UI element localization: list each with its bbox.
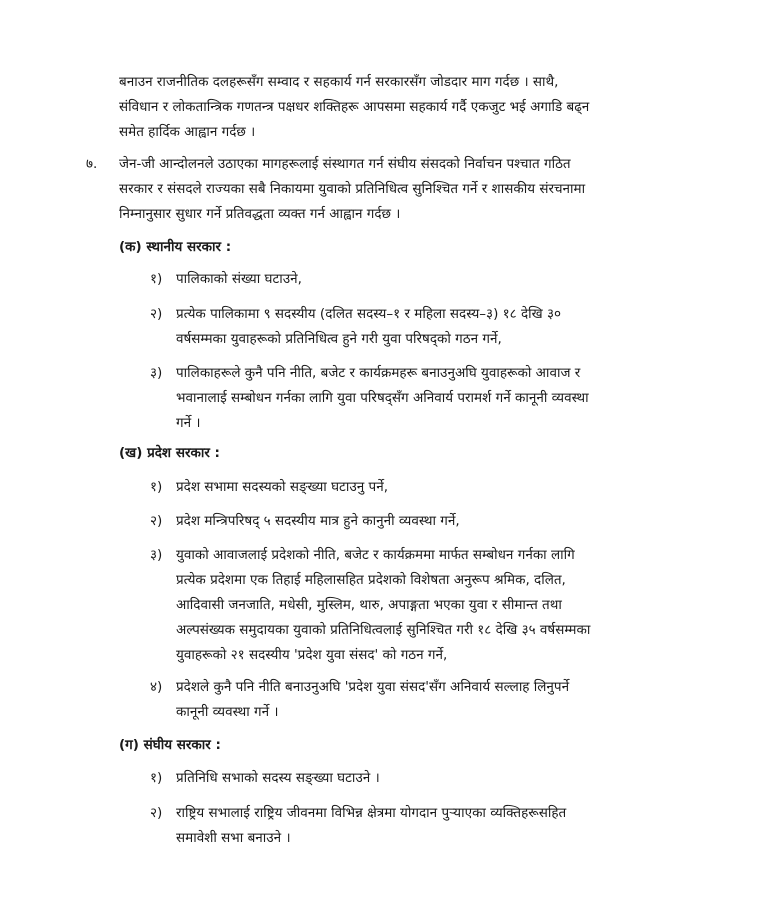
- item-line: भवानालाई सम्बोधन गर्नका लागि युवा परिषद्सँग अनिवार्य परामर्श गर्ने कानूनी व्यवस्था: [176, 390, 589, 406]
- item-line: पालिकाहरूले कुनै पनि नीति, बजेट र कार्यक्रमहरू बनाउनुअघि युवाहरूको आवाज र: [176, 365, 581, 381]
- item-number: २): [150, 513, 163, 529]
- item-line: अल्पसंख्यक समुदायका युवाको प्रतिनिधित्वलाई सुनिश्चित गरी १८ देखि ३५ वर्षसम्मका: [176, 622, 591, 638]
- item-number: २): [150, 306, 163, 322]
- intro-line: संविधान र लोकतान्त्रिक गणतन्त्र पक्षधर शक्तिहरू आपसमा सहकार्य गर्दै एकजुट भई अगाडि बढ्न: [119, 99, 590, 115]
- item-line: प्रत्येक प्रदेशमा एक तिहाई महिलासहित प्रदेशको विशेषता अनुरूप श्रमिक, दलित,: [176, 572, 566, 588]
- item-line: प्रदेश सभामा सदस्यको सङ्ख्या घटाउनु पर्ने,: [176, 479, 388, 495]
- item-line: युवाहरूको २१ सदस्यीय 'प्रदेश युवा संसद' को गठन गर्ने,: [176, 647, 448, 663]
- point-7-paragraph: [119, 152, 679, 227]
- item-line: प्रतिनिधि सभाको सदस्य सङ्ख्या घटाउने ।: [176, 770, 380, 786]
- item-number: १): [150, 271, 163, 287]
- point-number: ७.: [86, 156, 98, 172]
- item-number: ४): [150, 679, 163, 695]
- intro-line: बनाउन राजनीतिक दलहरूसँग सम्वाद र सहकार्य गर्न सरकारसँग जोडदार माग गर्दछ । साथै,: [119, 74, 559, 90]
- item-number: १): [150, 479, 163, 495]
- point-7-line: जेन-जी आन्दोलनले उठाएका मागहरूलाई संस्थागत गर्न संघीय संसदको निर्वाचन पश्चात गठित: [119, 156, 571, 172]
- item-number: ३): [150, 547, 163, 563]
- item-number: १): [150, 770, 163, 786]
- section-heading-federal: (ग) संघीय सरकार :: [119, 737, 221, 753]
- item-line: पालिकाको संख्या घटाउने,: [176, 271, 302, 287]
- section-heading-province: (ख) प्रदेश सरकार :: [119, 445, 220, 461]
- item-line: गर्ने ।: [176, 415, 201, 431]
- item-line: प्रदेश मन्त्रिपरिषद् ५ सदस्यीय मात्र हुने कानुनी व्यवस्था गर्ने,: [176, 513, 460, 529]
- item-line: युवाको आवाजलाई प्रदेशको नीति, बजेट र कार्यक्रममा मार्फत सम्बोधन गर्नका लागि: [176, 547, 575, 563]
- item-line: आदिवासी जनजाति, मधेसी, मुस्लिम, थारु, अपाङ्गता भएका युवा र सीमान्त तथा: [176, 597, 562, 613]
- item-line: राष्ट्रिय सभालाई राष्ट्रिय जीवनमा विभिन्न क्षेत्रमा योगदान पुऱ्याएका व्यक्तिहरूसहित: [176, 805, 567, 821]
- item-line: प्रदेशले कुनै पनि नीति बनाउनुअघि 'प्रदेश युवा संसद'सँग अनिवार्य सल्लाह लिनुपर्ने: [176, 679, 570, 695]
- intro-line: समेत हार्दिक आह्वान गर्दछ ।: [119, 124, 256, 140]
- section-heading-local: (क) स्थानीय सरकार :: [119, 239, 232, 255]
- item-line: वर्षसम्मका युवाहरूको प्रतिनिधित्व हुने गरी युवा परिषद्को गठन गर्ने,: [176, 331, 502, 347]
- point-7-line: निम्नानुसार सुधार गर्ने प्रतिवद्धता व्यक्त गर्न आह्वान गर्दछ ।: [119, 206, 401, 222]
- item-line: प्रत्येक पालिकामा ९ सदस्यीय (दलित सदस्य–१ र महिला सदस्य–३) १८ देखि ३०: [176, 306, 562, 322]
- intro-paragraph: [119, 70, 649, 145]
- item-number: ३): [150, 365, 163, 381]
- point-7-line: सरकार र संसदले राज्यका सबै निकायमा युवाको प्रतिनिधित्व सुनिश्चित गर्ने र शासकीय संरचनामा: [119, 181, 586, 197]
- item-line: समावेशी सभा बनाउने ।: [176, 830, 291, 846]
- item-number: २): [150, 805, 163, 821]
- item-line: कानूनी व्यवस्था गर्ने ।: [176, 704, 279, 720]
